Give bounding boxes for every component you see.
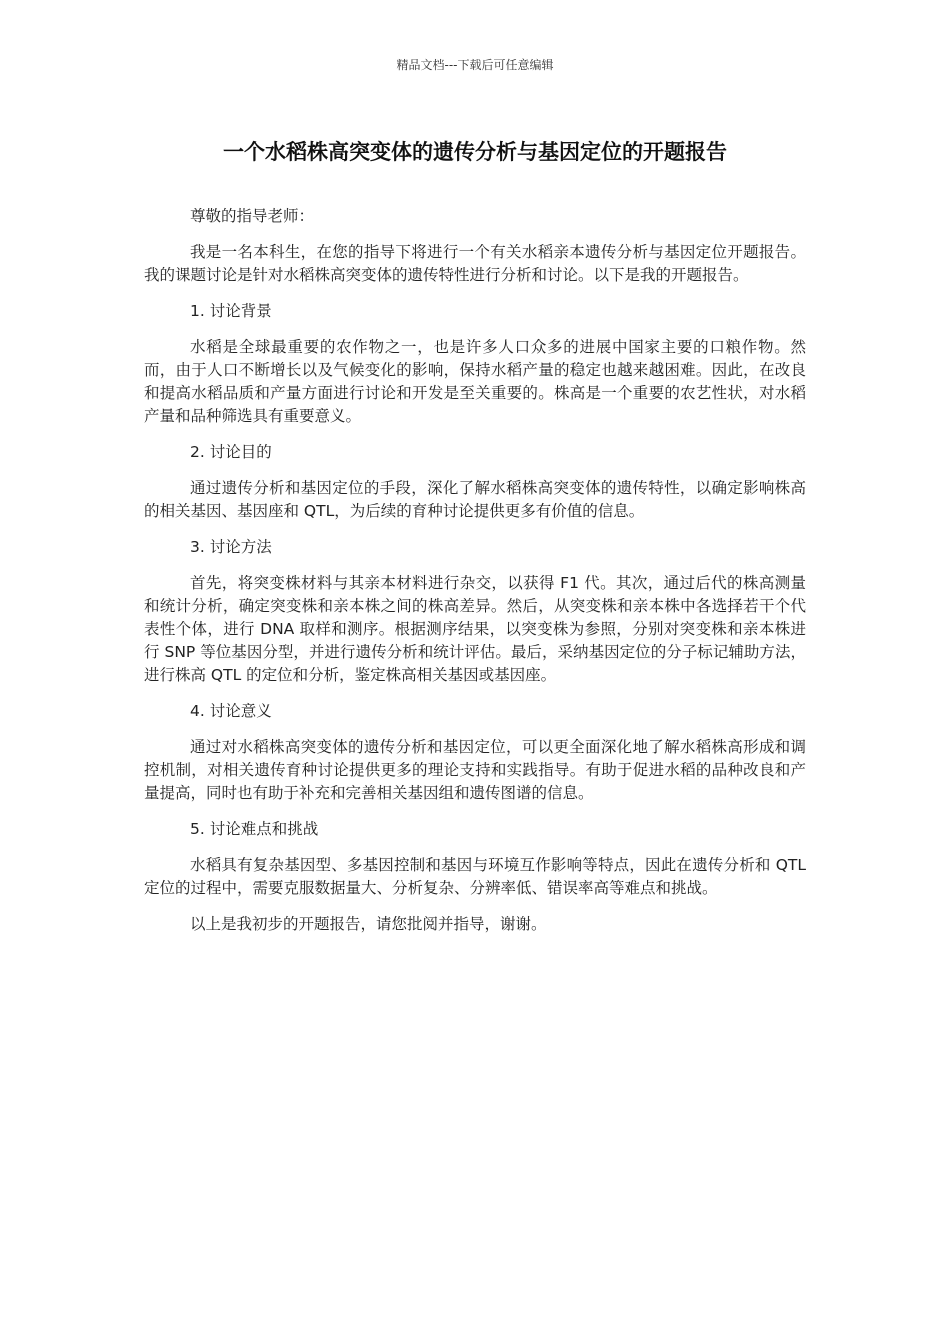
section-heading-methods: 3. 讨论方法 [190, 538, 272, 556]
section-heading-significance: 4. 讨论意义 [190, 702, 272, 720]
document-body [144, 205, 806, 949]
section-body-challenges: 水稻具有复杂基因型、多基因控制和基因与环境互作影响等特点，因此在遗传分析和 QTL 定位的过程中，需要克服数据量大、分析复杂、分辨率低、错误率高等难点和挑战。 [144, 856, 806, 897]
section-body-background: 水稻是全球最重要的农作物之一，也是许多人口众多的进展中国家主要的口粮作物。然而，由于人口不断增长以及气候变化的影响，保持水稻产量的稳定也越来越困难。因此，在改良和提高水稻品质和产量方面进行讨论和开发是至关重要的。株高是一个重要的农艺性状，对水稻产量和品种筛选具有重要意义。 [144, 338, 806, 425]
intro-paragraph: 我是一名本科生，在您的指导下将进行一个有关水稻亲本遗传分析与基因定位开题报告。我的课题讨论是针对水稻株高突变体的遗传特性进行分析和讨论。以下是我的开题报告。 [144, 243, 806, 284]
document-title: 一个水稻株高突变体的遗传分析与基因定位的开题报告 [223, 140, 727, 164]
section-body-purpose: 通过遗传分析和基因定位的手段，深化了解水稻株高突变体的遗传特性，以确定影响株高的相关基因、基因座和 QTL，为后续的育种讨论提供更多有价值的信息。 [144, 479, 806, 520]
section-heading-background: 1. 讨论背景 [190, 302, 272, 320]
greeting: 尊敬的指导老师： [190, 207, 315, 225]
section-heading-challenges: 5. 讨论难点和挑战 [190, 820, 319, 838]
section-body-significance: 通过对水稻株高突变体的遗传分析和基因定位，可以更全面深化地了解水稻株高形成和调控机制，对相关遗传育种讨论提供更多的理论支持和实践指导。有助于促进水稻的品种改良和产量提高，同时也有助于补充和完善相关基因组和遗传图谱的信息。 [144, 738, 806, 802]
closing-paragraph: 以上是我初步的开题报告，请您批阅并指导，谢谢。 [190, 915, 547, 933]
section-body-methods: 首先，将突变株材料与其亲本材料进行杂交，以获得 F1 代。其次，通过后代的株高测量和统计分析，确定突变株和亲本株之间的株高差异。然后，从突变株和亲本株中各选择若干个代表性个体，进行 DNA 取样和测序。根据测序结果，以突变株为参照，分别对突变株和亲本株进行 SNP 等位基因分型，并进行遗传分析和统计评估。最后，采纳基因定位的分子标记辅助方法，进行株高 QTL 的定位和分析，鉴定株高相关基因或基因座。 [144, 574, 806, 684]
page-header: 精品文档---下载后可任意编辑 [396, 58, 554, 72]
section-heading-purpose: 2. 讨论目的 [190, 443, 272, 461]
